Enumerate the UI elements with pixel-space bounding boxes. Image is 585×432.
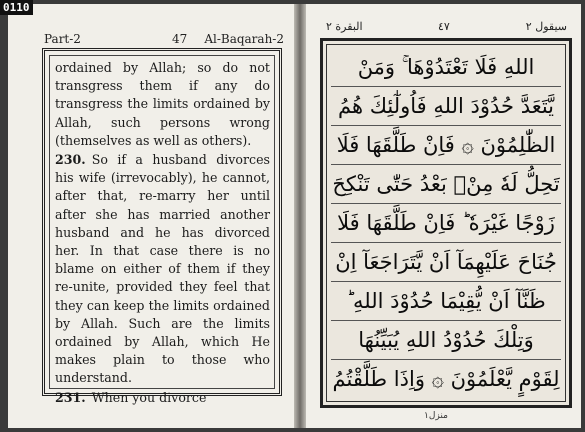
left-page-header [44,32,284,48]
arabic-lines [331,48,561,398]
translation-text [55,59,270,408]
surah-label: Al-Baqarah-2 [204,32,284,46]
arabic-line: ظَنَّآ اَنْ يُّقِيْمَا حُدُوْدَ اللهِ ؕ [331,282,561,321]
arabic-line: وَتِلْكَ حُدُوْدُ اللهِ يُبَيِّنُهَا [331,321,561,360]
juz-label: سيقول ٢ [525,20,567,33]
left-page-english [8,4,294,428]
paragraph-text: ordained by Allah; so do not transgress them if any do transgress the limits ordained by Allah, such persons wrong (themselves as well as others). [55,60,270,148]
arabic-line: جُنَاحَ عَلَيْهِمَآ اَنْ يَّتَرَاجَعَآ اِنْ [331,243,561,282]
verse-number: 231. [55,389,86,405]
page-number-arabic: ٤٧ [438,20,450,33]
paragraph-text: When you divorce [91,389,207,405]
manzil-footer: منزل١ [424,411,448,421]
arabic-line: تَحِلُّ لَهٗ مِنْۢ بَعْدُ حَتّٰى تَنْكِحَ [331,165,561,204]
page-number: 47 [172,32,188,46]
arabic-line: زَوْجًا غَيْرَهٗ ؕ فَاِنْ طَلَّقَهَا فَلَا [331,204,561,243]
paragraph-verse-231 [55,389,270,407]
arabic-line: اللهِ فَلَا تَعْتَدُوْهَا ۚ وَمَنْ [331,48,561,87]
verse-number: 230. [55,152,86,168]
book-spine [294,4,306,428]
arabic-text-frame [320,38,572,408]
text-frame [42,48,282,405]
right-page-arabic [306,4,581,428]
arabic-line: الظّٰلِمُوْنَ ۞ فَاِنْ طَلَّقَهَا فَلَا [331,126,561,165]
part-label: Part-2 [44,32,81,46]
right-page-header [326,20,567,38]
image-id-tag: 0110 [0,0,33,15]
arabic-line: لِقَوْمٍ يَّعْلَمُوْنَ ۞ وَاِذَا طَلَّقْتُمُ [332,367,560,391]
surah-label-arabic: البقرة ٢ [326,20,363,33]
paragraph-verse-230 [55,151,270,388]
paragraph-text: So if a husband divorces his wife (irrevocably), he cannot, after that, re-marry her until after she has married another husband and he has divorced her. In that case there is no blame on either of them if they re-unite, provided they feel that they can keep the limits ordained by Allah. Such are the limits ordained by Allah, which He makes plain to those who understand. [55,152,270,386]
arabic-line: يَّتَعَدَّ حُدُوْدَ اللهِ فَاُولٰٓئِكَ هُمُ [331,87,561,126]
paragraph-continuation [55,59,270,150]
